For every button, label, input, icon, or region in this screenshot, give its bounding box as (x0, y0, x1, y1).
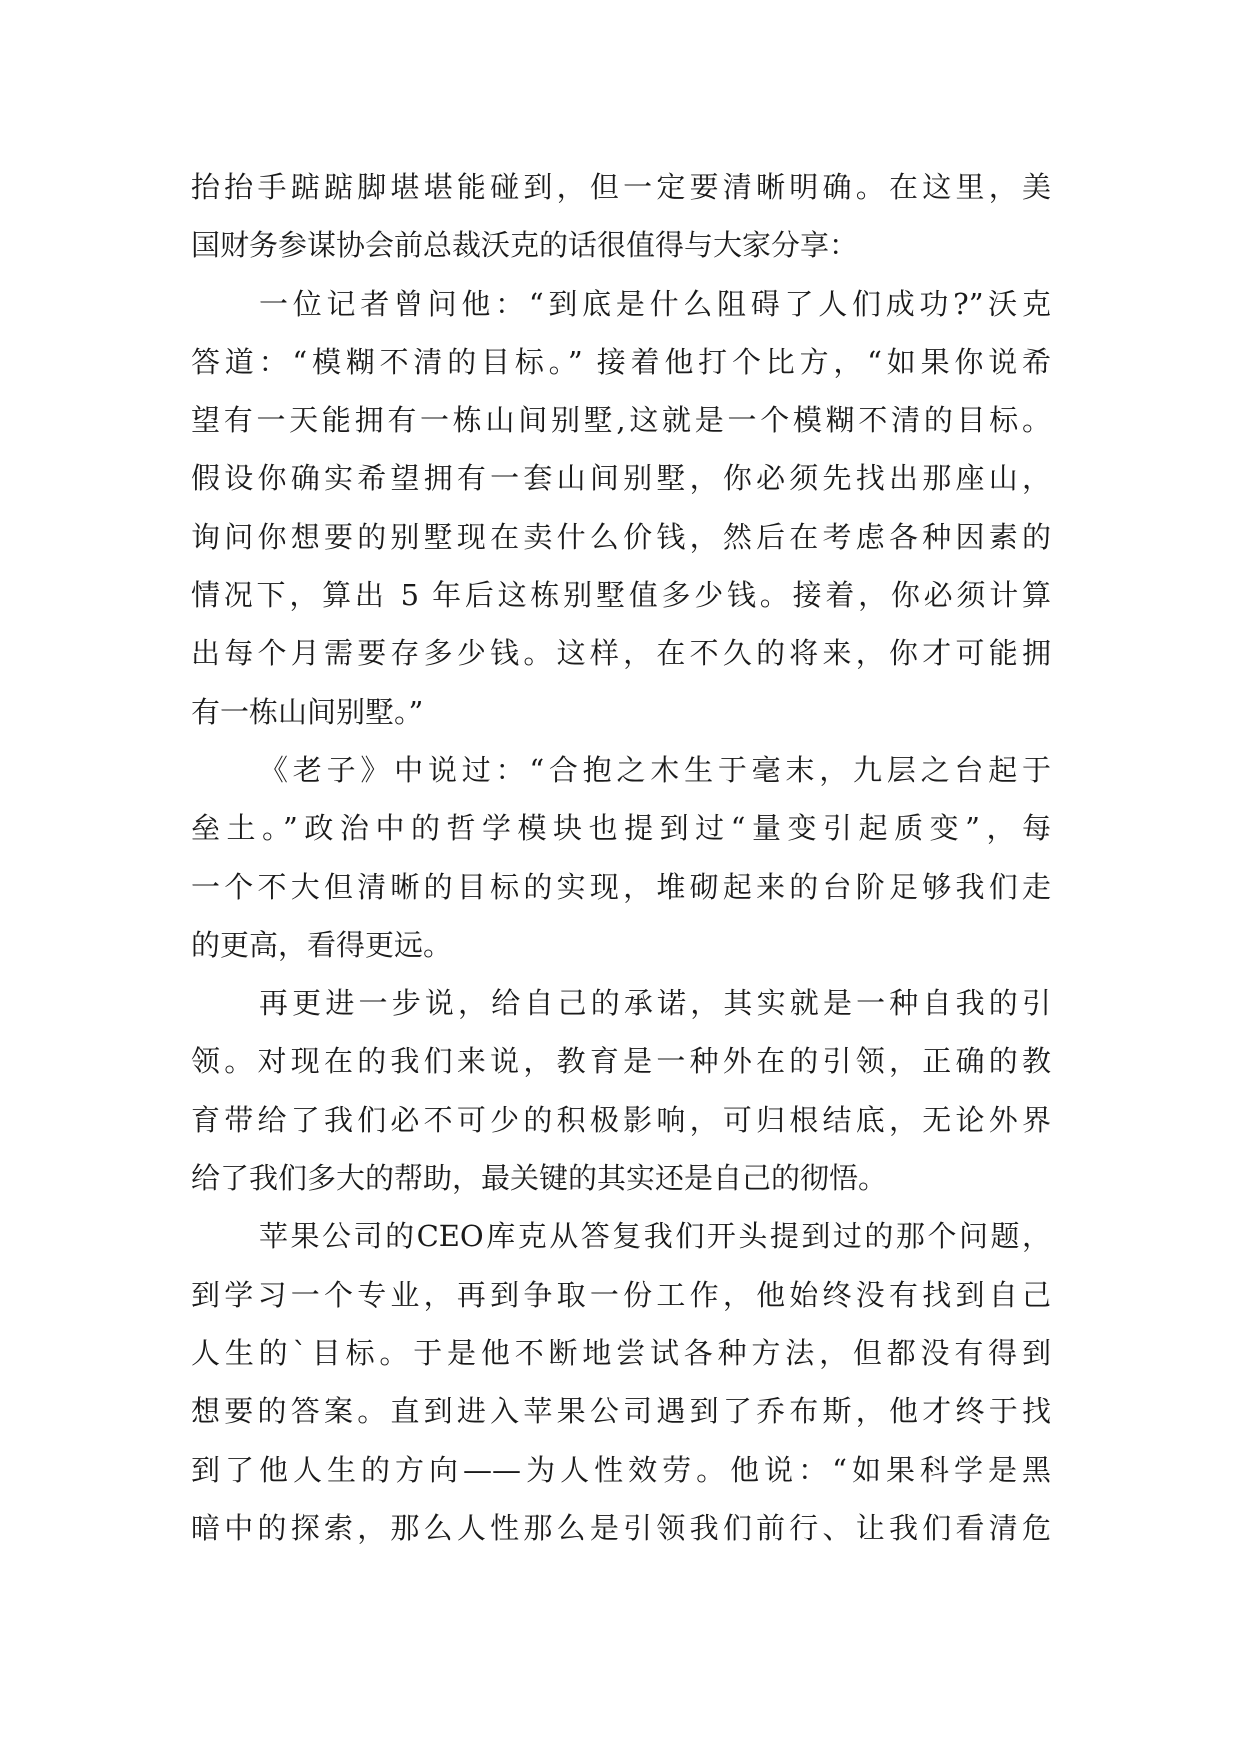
text-line: 人生的`目标。于是他不断地尝试各种方法，但都没有得到 (191, 1335, 1051, 1370)
text-line: 望有一天能拥有一栋山间别墅,这就是一个模糊不清的目标。 (191, 403, 1051, 438)
text-line: 到学习一个专业，再到争取一份工作，他始终没有找到自己 (191, 1277, 1051, 1312)
text-line: 出每个月需要存多少钱。这样，在不久的将来，你才可能拥 (191, 636, 1051, 671)
text-line: 给了我们多大的帮助，最关键的其实还是自己的彻悟。 (191, 1161, 888, 1196)
text-line: 的更高，看得更远。 (191, 927, 453, 962)
text-line: 想要的答案。直到进入苹果公司遇到了乔布斯，他才终于找 (191, 1394, 1051, 1429)
text-line: 国财务参谋协会前总裁沃克的话很值得与大家分享： (191, 228, 859, 263)
text-line: 到了他人生的方向——为人性效劳。他说：“如果科学是黑 (191, 1452, 1051, 1487)
text-line: 《老子》中说过：“合抱之木生于毫末，九层之台起于 (259, 752, 1051, 787)
text-line: 假设你确实希望拥有一套山间别墅，你必须先找出那座山， (191, 461, 1051, 496)
text-line: 答道：“模糊不清的目标。” 接着他打个比方，“如果你说希 (191, 344, 1051, 379)
text-line: 苹果公司的CEO库克从答复我们开头提到过的那个问题， (259, 1219, 1051, 1254)
text-line: 情况下，算出 5 年后这栋别墅值多少钱。接着，你必须计算 (191, 578, 1051, 613)
body-text (191, 158, 1051, 1557)
text-line: 暗中的探索，那么人性那么是引领我们前行、让我们看清危 (191, 1510, 1051, 1545)
text-line: 垒土。”政治中的哲学模块也提到过“量变引起质变”，每 (191, 811, 1051, 846)
text-line: 有一栋山间别墅。” (191, 694, 424, 729)
text-line: 一个不大但清晰的目标的实现，堆砌起来的台阶足够我们走 (191, 869, 1051, 904)
text-line: 再更进一步说，给自己的承诺，其实就是一种自我的引 (259, 986, 1051, 1021)
text-line: 一位记者曾问他：“到底是什么阻碍了人们成功?”沃克 (259, 286, 1051, 321)
text-line: 抬抬手踮踮脚堪堪能碰到，但一定要清晰明确。在这里，美 (191, 170, 1051, 204)
text-line: 育带给了我们必不可少的积极影响，可归根结底，无论外界 (191, 1102, 1051, 1137)
text-line: 领。对现在的我们来说，教育是一种外在的引领，正确的教 (191, 1044, 1051, 1079)
text-line: 询问你想要的别墅现在卖什么价钱，然后在考虑各种因素的 (191, 519, 1051, 554)
